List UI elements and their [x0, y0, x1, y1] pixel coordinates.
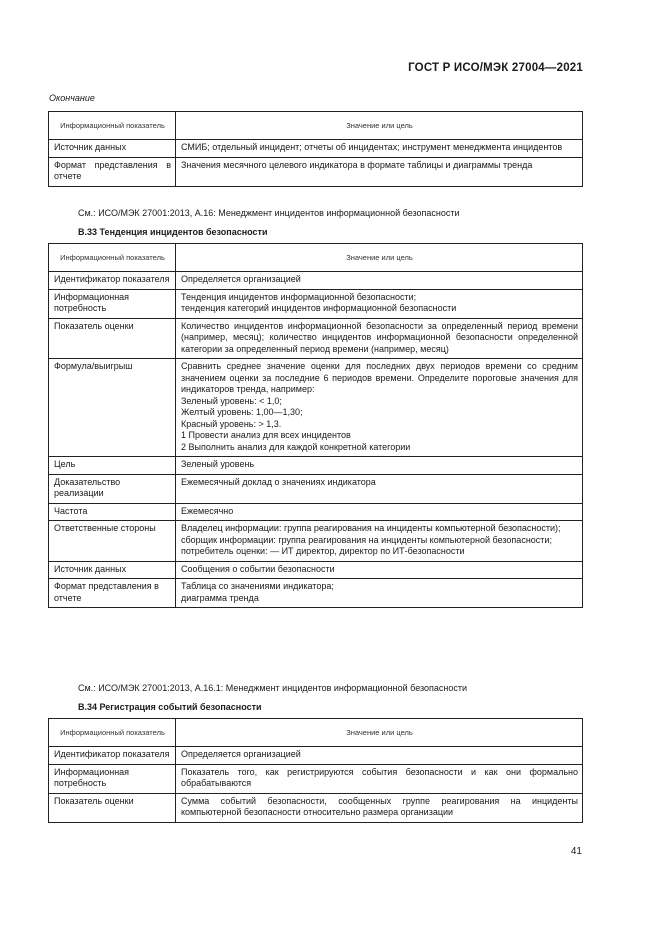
- row-label: Доказательство реализации: [49, 474, 176, 503]
- value-line: Владелец информации: группа реагирования на инциденты компьютерной безопасности);: [181, 523, 561, 533]
- column-header-indicator: Информационный показатель: [49, 244, 176, 272]
- table-row: [49, 157, 583, 186]
- value-line: 2 Выполнить анализ для каждой конкретной категории: [181, 441, 411, 452]
- row-value: [176, 359, 583, 457]
- value-line: Зеленый уровень: < 1,0;: [181, 395, 282, 406]
- value-line: Красный уровень: > 1,3.: [181, 418, 282, 429]
- row-label: Источник данных: [49, 140, 176, 158]
- value-line: диаграмма тренда: [181, 592, 259, 603]
- continuation-table: [48, 111, 583, 187]
- row-label: Информационная потребность: [49, 289, 176, 318]
- table-row: [49, 272, 583, 290]
- section-title-b34: В.34 Регистрация событий безопасности: [78, 702, 262, 712]
- value-line: Тенденция инцидентов информационной безопасности;: [181, 291, 417, 302]
- section-title-b33: В.33 Тенденция инцидентов безопасности: [78, 227, 268, 237]
- table-row: [49, 579, 583, 608]
- table-row: [49, 359, 583, 457]
- table-row: [49, 289, 583, 318]
- row-label: Идентификатор показателя: [49, 272, 176, 290]
- column-header-indicator: Информационный показатель: [49, 112, 176, 140]
- value-line: Сравнить среднее значение оценки для последних двух периодов времени со средним значением оценки за последние 6 периодов времени. Определите пороговые значения для индикаторов тренда, например:: [181, 361, 578, 394]
- row-value: Ежемесячно: [176, 503, 583, 521]
- row-value: Значения месячного целевого индикатора в формате таблицы и диаграммы тренда: [176, 157, 583, 186]
- row-value: Сумма событий безопасности, сообщенных группе реагирования на инциденты компьютерной безопасности относительно размера организации: [176, 793, 583, 822]
- row-value: Определяется организацией: [176, 272, 583, 290]
- row-value: Зеленый уровень: [176, 457, 583, 475]
- table-b34: [48, 718, 583, 823]
- table-row: [49, 521, 583, 562]
- value-line: тенденция категорий инцидентов информационной безопасности: [181, 303, 457, 313]
- row-value: СМИБ; отдельный инцидент; отчеты об инцидентах; инструмент менеджмента инцидентов: [176, 140, 583, 158]
- document-standard-header: ГОСТ Р ИСО/МЭК 27004—2021: [408, 62, 583, 74]
- table-row: [49, 793, 583, 822]
- reference-note: См.: ИСО/МЭК 27001:2013, А.16: Менеджмент инцидентов информационной безопасности: [78, 208, 460, 218]
- value-line: потребитель оценки: — ИТ директор, директор по ИТ-безопасности: [181, 546, 465, 556]
- table-row: [49, 503, 583, 521]
- row-label: Формат представления в отчете: [49, 579, 176, 608]
- row-value: Количество инцидентов информационной безопасности за определенный период времени (например, месяц); количество инцидентов информационной безопасности определенной категории за определенный период времени (например, месяц): [176, 318, 583, 359]
- value-line: Таблица со значениями индикатора;: [181, 581, 334, 591]
- row-value: [176, 579, 583, 608]
- row-label: Источник данных: [49, 561, 176, 579]
- table-row: [49, 457, 583, 475]
- row-label: Частота: [49, 503, 176, 521]
- value-line: 1 Провести анализ для всех инцидентов: [181, 430, 351, 440]
- table-row: [49, 764, 583, 793]
- column-header-value: Значение или цель: [176, 719, 583, 747]
- value-line: сборщик информации: группа реагирования на инциденты компьютерной безопасности;: [181, 534, 552, 545]
- row-label: Показатель оценки: [49, 318, 176, 359]
- continuation-label: Окончание: [49, 93, 95, 103]
- row-label: Информационная потребность: [49, 764, 176, 793]
- page-number: 41: [570, 846, 582, 857]
- value-line: Желтый уровень: 1,00—1,30;: [181, 407, 303, 417]
- row-label: Цель: [49, 457, 176, 475]
- row-label: Формат представления в отчете: [49, 157, 176, 186]
- row-value: Определяется организацией: [176, 747, 583, 765]
- table-row: [49, 474, 583, 503]
- column-header-value: Значение или цель: [176, 244, 583, 272]
- row-value: Ежемесячный доклад о значениях индикатора: [176, 474, 583, 503]
- row-label: Формула/выигрыш: [49, 359, 176, 457]
- row-value: Сообщения о событии безопасности: [176, 561, 583, 579]
- row-value: Показатель того, как регистрируются события безопасности и как они формально обрабатываются: [176, 764, 583, 793]
- column-header-indicator: Информационный показатель: [49, 719, 176, 747]
- row-label: Идентификатор показателя: [49, 747, 176, 765]
- row-label: Показатель оценки: [49, 793, 176, 822]
- column-header-value: Значение или цель: [176, 112, 583, 140]
- table-row: [49, 318, 583, 359]
- table-b33: [48, 243, 583, 608]
- table-row: [49, 561, 583, 579]
- reference-note: См.: ИСО/МЭК 27001:2013, А.16.1: Менеджмент инцидентов информационной безопасности: [78, 683, 468, 693]
- table-row: [49, 140, 583, 158]
- table-row: [49, 747, 583, 765]
- row-value: [176, 289, 583, 318]
- row-label: Ответственные стороны: [49, 521, 176, 562]
- row-value: [176, 521, 583, 562]
